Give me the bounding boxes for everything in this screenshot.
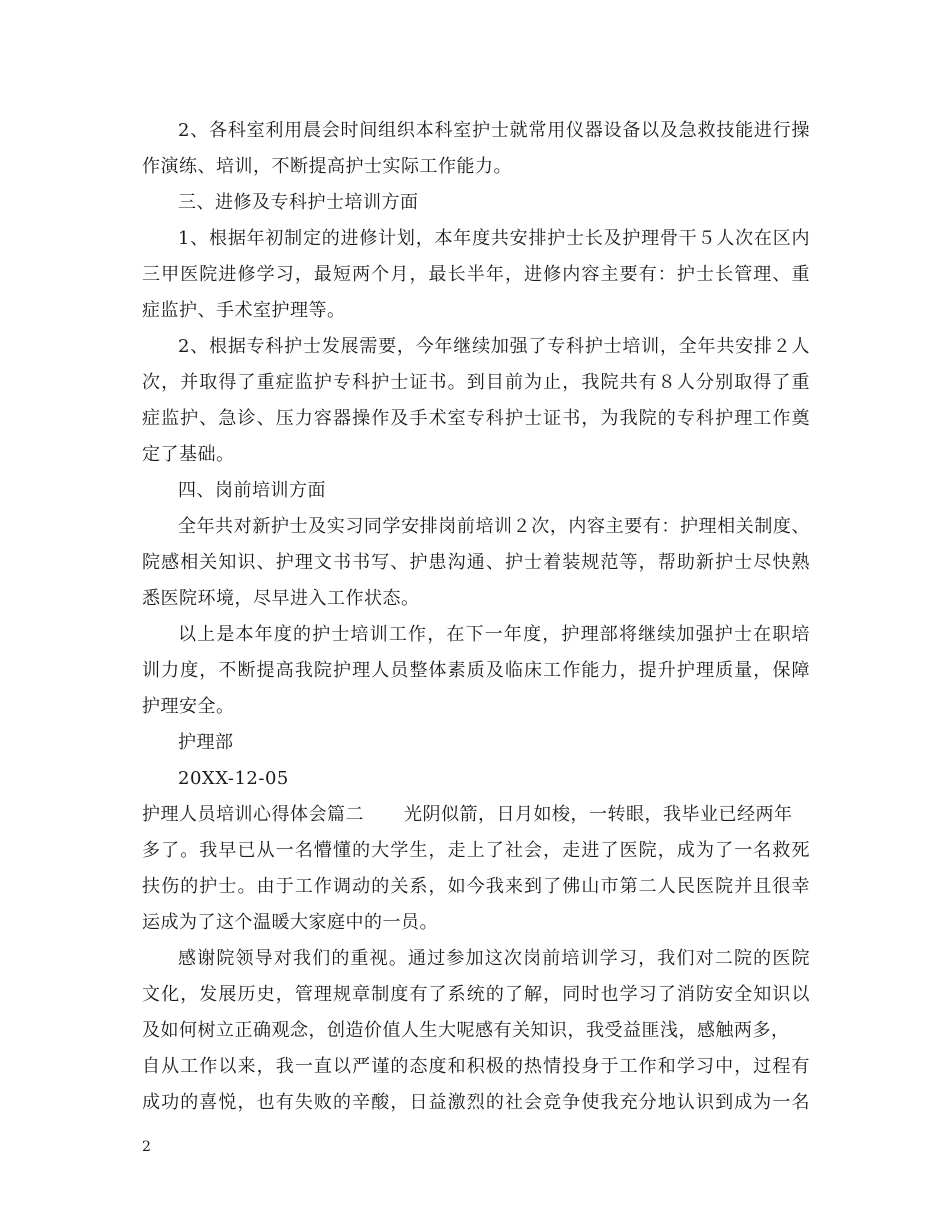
text-line: 训力度，不断提高我院护理人员整体素质及临床工作能力，提升护理质量，保障 [142,660,810,681]
text-line: 自从工作以来，我一直以严谨的态度和积极的热情投身于工作和学习中，过程有 [142,1056,810,1077]
text-line: 成功的喜悦，也有失败的辛酸，日益激烈的社会竞争使我充分地认识到成为一名 [142,1092,810,1113]
text-line: 扶伤的护士。由于工作调动的关系，如今我来到了佛山市第二人民医院并且很幸 [142,876,810,897]
text-line: 院感相关知识、护理文书书写、护患沟通、护士着装规范等，帮助新护士尽快熟 [142,552,810,573]
text-line: 症监护、手术室护理等。 [142,300,346,321]
page-number: 2 [142,1139,151,1155]
text-line: 2、各科室利用晨会时间组织本科室护士就常用仪器设备以及急救技能进行操 [178,120,810,141]
text-line [142,802,793,828]
article-title: 护理人员培训心得体会篇二 [142,804,364,825]
signature-date: 20XX-12-05 [178,768,289,789]
text-line: 次，并取得了重症监护专科护士证书。到目前为止，我院共有８人分别取得了重 [142,372,810,393]
text-line: 护理安全。 [142,696,235,717]
text-line: 多了。我早已从一名懵懂的大学生，走上了社会，走进了医院，成为了一名救死 [142,840,810,861]
text-line: 及如何树立正确观念，创造价值人生大呢感有关知识，我受益匪浅，感触两多， [142,1020,790,1041]
signature-department: 护理部 [178,732,234,753]
text-line: 文化，发展历史，管理规章制度有了系统的了解，同时也学习了消防安全知识以 [142,984,810,1005]
text-line: 悉医院环境，尽早进入工作状态。 [142,588,420,609]
text-line: 作演练、培训，不断提高护士实际工作能力。 [142,156,512,177]
text-line: 运成为了这个温暖大家庭中的一员。 [142,912,438,933]
text-line: 三甲医院进修学习，最短两个月，最长半年，进修内容主要有：护士长管理、重 [142,264,810,285]
text-line: 全年共对新护士及实习同学安排岗前培训２次，内容主要有：护理相关制度、 [178,516,810,537]
section-heading: 四、岗前培训方面 [178,480,326,501]
article-opening: 光阴似箭，日月如梭，一转眼，我毕业已经两年 [404,804,793,825]
text-line: 定了基础。 [142,444,235,465]
section-heading: 三、进修及专科护士培训方面 [178,192,419,213]
text-line: 2、根据专科护士发展需要，今年继续加强了专科护士培训，全年共安排２人 [178,336,810,357]
text-line: 1、根据年初制定的进修计划，本年度共安排护士长及护理骨干５人次在区内 [178,228,810,249]
text-line: 感谢院领导对我们的重视。通过参加这次岗前培训学习，我们对二院的医院 [178,948,810,969]
text-line: 以上是本年度的护士培训工作，在下一年度，护理部将继续加强护士在职培 [178,624,810,645]
text-line: 症监护、急诊、压力容器操作及手术室专科护士证书，为我院的专科护理工作奠 [142,408,810,429]
